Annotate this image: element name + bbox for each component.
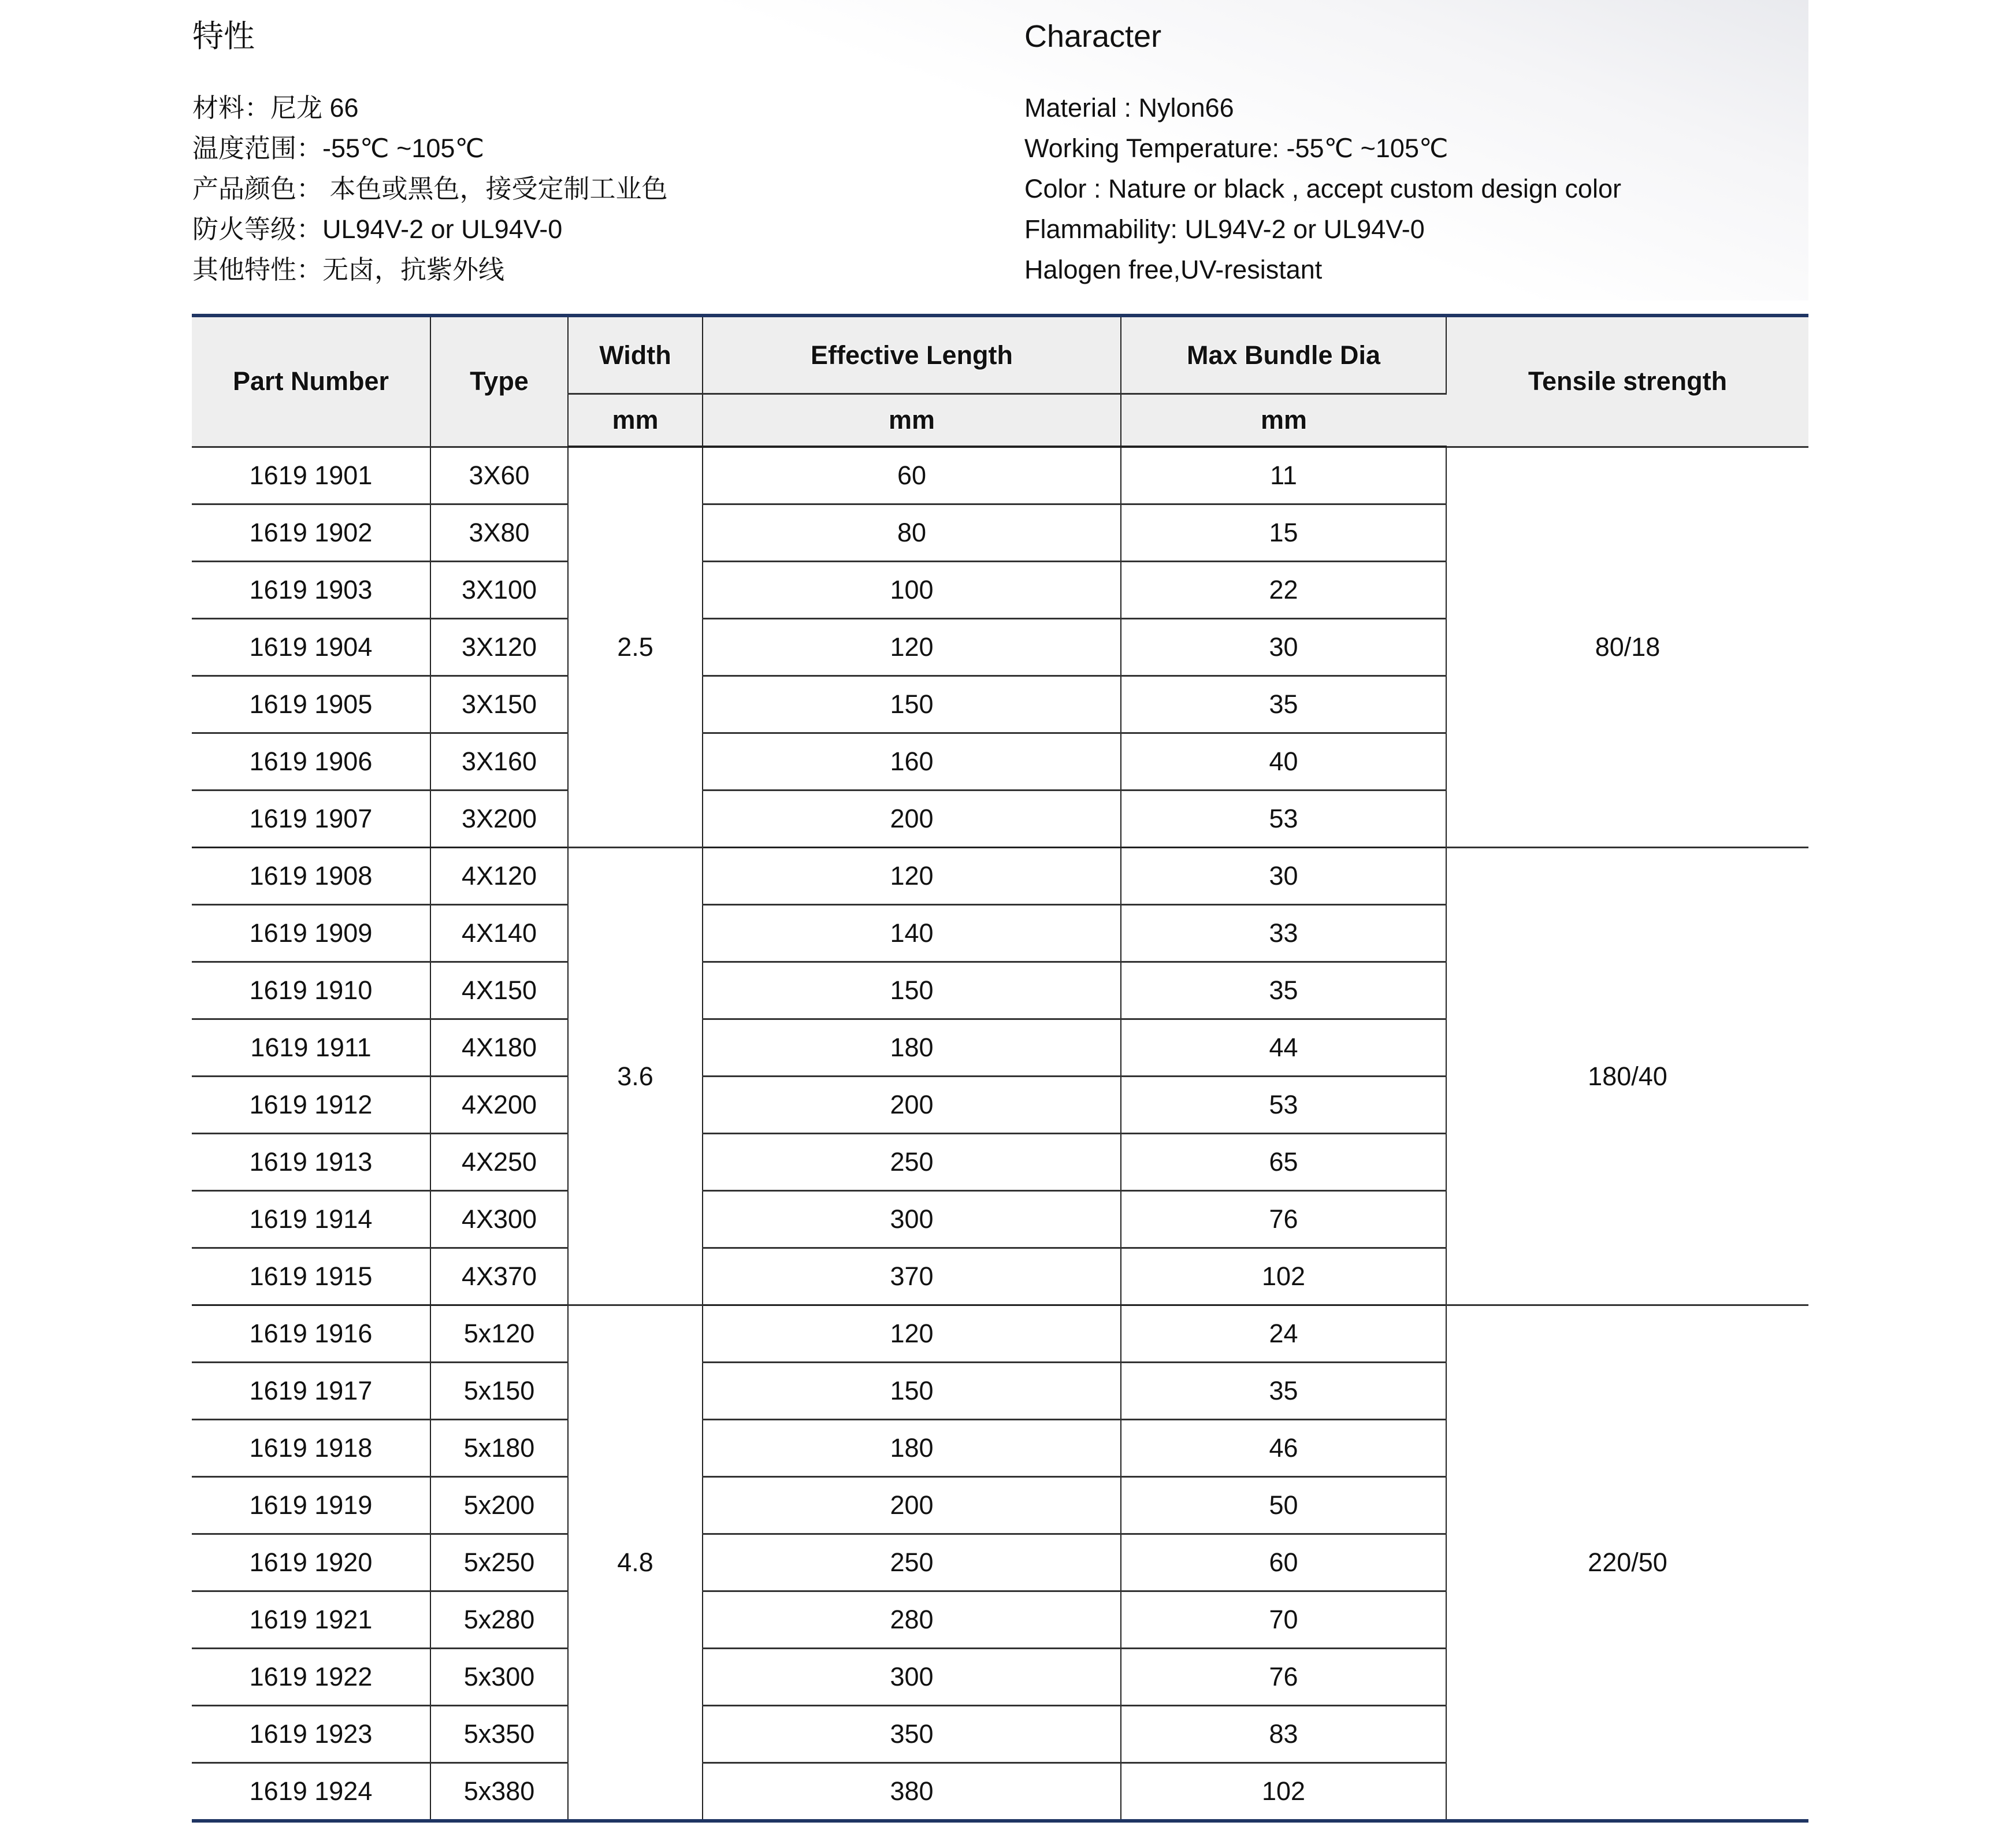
characteristic-other-cn: 其他特性：无卤，抗紫外线 [192, 255, 505, 284]
cell-max-bundle-dia: 76 [1121, 1649, 1446, 1706]
table-row [192, 1305, 1808, 1363]
characteristic-temperature-en: Working Temperature: -55℃ ~105℃ [1024, 133, 1448, 163]
cell-max-bundle-dia: 35 [1121, 676, 1446, 733]
cell-type: 5x200 [430, 1477, 568, 1534]
cell-part-number: 1619 1902 [192, 504, 430, 562]
cell-max-bundle-dia: 102 [1121, 1248, 1446, 1305]
characteristics-title-en: Character [1024, 19, 1162, 54]
characteristics-chinese [192, 16, 944, 290]
cell-part-number: 1619 1914 [192, 1191, 430, 1248]
cell-type: 5x120 [430, 1305, 568, 1363]
cell-part-number: 1619 1911 [192, 1019, 430, 1077]
cell-part-number: 1619 1909 [192, 905, 430, 962]
cell-part-number: 1619 1924 [192, 1763, 430, 1821]
cell-effective-length: 250 [703, 1134, 1121, 1191]
characteristic-flammability-en: Flammability: UL94V-2 or UL94V-0 [1024, 214, 1425, 244]
cell-type: 5x150 [430, 1363, 568, 1420]
cell-effective-length: 300 [703, 1191, 1121, 1248]
cell-effective-length: 370 [703, 1248, 1121, 1305]
cell-effective-length: 120 [703, 1305, 1121, 1363]
cell-max-bundle-dia: 53 [1121, 1077, 1446, 1134]
cell-effective-length: 200 [703, 1077, 1121, 1134]
cell-type: 4X120 [430, 848, 568, 905]
cell-max-bundle-dia: 76 [1121, 1191, 1446, 1248]
cell-max-bundle-dia: 83 [1121, 1706, 1446, 1763]
cell-type: 4X250 [430, 1134, 568, 1191]
cell-part-number: 1619 1905 [192, 676, 430, 733]
characteristic-color-cn: 产品颜色： 本色或黑色，接受定制工业色 [192, 174, 668, 203]
table-row [192, 447, 1808, 504]
header-part-number: Part Number [192, 316, 430, 447]
cell-part-number: 1619 1907 [192, 791, 430, 848]
cell-part-number: 1619 1908 [192, 848, 430, 905]
header-width: Width [568, 316, 703, 394]
cell-type: 4X140 [430, 905, 568, 962]
cell-part-number: 1619 1922 [192, 1649, 430, 1706]
cell-part-number: 1619 1923 [192, 1706, 430, 1763]
header-width-unit: mm [568, 394, 703, 447]
cell-max-bundle-dia: 30 [1121, 619, 1446, 676]
characteristic-other-en: Halogen free,UV-resistant [1024, 255, 1323, 284]
cell-width: 4.8 [568, 1305, 703, 1821]
cell-part-number: 1619 1916 [192, 1305, 430, 1363]
header-tensile-strength: Tensile strength [1446, 316, 1808, 447]
cell-effective-length: 160 [703, 733, 1121, 791]
cell-type: 3X150 [430, 676, 568, 733]
cell-part-number: 1619 1921 [192, 1591, 430, 1649]
cell-effective-length: 150 [703, 1363, 1121, 1420]
cell-effective-length: 80 [703, 504, 1121, 562]
cell-type: 3X60 [430, 447, 568, 504]
cell-max-bundle-dia: 33 [1121, 905, 1446, 962]
cell-part-number: 1619 1912 [192, 1077, 430, 1134]
cell-effective-length: 120 [703, 848, 1121, 905]
characteristic-material-en: Material : Nylon66 [1024, 93, 1234, 123]
cell-tensile-strength: 180/40 [1446, 848, 1808, 1305]
cell-max-bundle-dia: 53 [1121, 791, 1446, 848]
cell-type: 4X180 [430, 1019, 568, 1077]
characteristics-english [1024, 16, 1804, 290]
cell-effective-length: 150 [703, 676, 1121, 733]
cell-effective-length: 300 [703, 1649, 1121, 1706]
characteristics-title-cn: 特性 [192, 19, 255, 54]
cell-type: 5x350 [430, 1706, 568, 1763]
cell-type: 3X200 [430, 791, 568, 848]
cell-max-bundle-dia: 44 [1121, 1019, 1446, 1077]
cell-width: 3.6 [568, 848, 703, 1305]
cell-max-bundle-dia: 30 [1121, 848, 1446, 905]
cell-part-number: 1619 1901 [192, 447, 430, 504]
characteristic-temperature-cn: 温度范围：-55℃ ~105℃ [192, 133, 484, 163]
cell-tensile-strength: 80/18 [1446, 447, 1808, 848]
cell-effective-length: 140 [703, 905, 1121, 962]
cell-effective-length: 350 [703, 1706, 1121, 1763]
cell-part-number: 1619 1919 [192, 1477, 430, 1534]
cell-part-number: 1619 1903 [192, 562, 430, 619]
cell-max-bundle-dia: 70 [1121, 1591, 1446, 1649]
cell-tensile-strength: 220/50 [1446, 1305, 1808, 1821]
header-effective-length-unit: mm [703, 394, 1121, 447]
cell-effective-length: 250 [703, 1534, 1121, 1591]
cell-part-number: 1619 1910 [192, 962, 430, 1019]
cell-type: 3X100 [430, 562, 568, 619]
characteristic-color-en: Color : Nature or black , accept custom design color [1024, 174, 1621, 203]
cell-type: 4X150 [430, 962, 568, 1019]
cell-type: 5x300 [430, 1649, 568, 1706]
table-row [192, 848, 1808, 905]
cell-effective-length: 180 [703, 1420, 1121, 1477]
cell-max-bundle-dia: 46 [1121, 1420, 1446, 1477]
table-header-row [192, 316, 1808, 394]
cell-type: 5x180 [430, 1420, 568, 1477]
cell-max-bundle-dia: 35 [1121, 1363, 1446, 1420]
cell-type: 5x380 [430, 1763, 568, 1821]
cell-max-bundle-dia: 22 [1121, 562, 1446, 619]
cell-part-number: 1619 1913 [192, 1134, 430, 1191]
cell-max-bundle-dia: 60 [1121, 1534, 1446, 1591]
cell-type: 4X200 [430, 1077, 568, 1134]
header-type: Type [430, 316, 568, 447]
cell-max-bundle-dia: 11 [1121, 447, 1446, 504]
cell-effective-length: 100 [703, 562, 1121, 619]
characteristic-flammability-cn: 防火等级：UL94V-2 or UL94V-0 [192, 214, 563, 244]
cell-max-bundle-dia: 24 [1121, 1305, 1446, 1363]
cell-effective-length: 380 [703, 1763, 1121, 1821]
cell-width: 2.5 [568, 447, 703, 848]
header-max-bundle-dia-unit: mm [1121, 394, 1446, 447]
cell-max-bundle-dia: 40 [1121, 733, 1446, 791]
cell-part-number: 1619 1920 [192, 1534, 430, 1591]
cell-type: 4X370 [430, 1248, 568, 1305]
cell-effective-length: 200 [703, 1477, 1121, 1534]
cell-max-bundle-dia: 50 [1121, 1477, 1446, 1534]
cell-max-bundle-dia: 102 [1121, 1763, 1446, 1821]
cell-effective-length: 200 [703, 791, 1121, 848]
cell-effective-length: 180 [703, 1019, 1121, 1077]
table-body [192, 447, 1808, 1821]
cell-type: 5x280 [430, 1591, 568, 1649]
cell-part-number: 1619 1906 [192, 733, 430, 791]
cell-part-number: 1619 1915 [192, 1248, 430, 1305]
cell-effective-length: 120 [703, 619, 1121, 676]
characteristic-material-cn: 材料：尼龙 66 [192, 93, 359, 123]
cell-part-number: 1619 1904 [192, 619, 430, 676]
cell-effective-length: 280 [703, 1591, 1121, 1649]
cell-effective-length: 60 [703, 447, 1121, 504]
cell-max-bundle-dia: 65 [1121, 1134, 1446, 1191]
cell-part-number: 1619 1917 [192, 1363, 430, 1420]
cell-type: 3X80 [430, 504, 568, 562]
cell-max-bundle-dia: 15 [1121, 504, 1446, 562]
cell-effective-length: 150 [703, 962, 1121, 1019]
cell-type: 3X120 [430, 619, 568, 676]
cell-part-number: 1619 1918 [192, 1420, 430, 1477]
cable-tie-spec-table [192, 314, 1808, 1823]
cell-type: 3X160 [430, 733, 568, 791]
cell-type: 5x250 [430, 1534, 568, 1591]
cell-type: 4X300 [430, 1191, 568, 1248]
header-max-bundle-dia: Max Bundle Dia [1121, 316, 1446, 394]
cell-max-bundle-dia: 35 [1121, 962, 1446, 1019]
header-effective-length: Effective Length [703, 316, 1121, 394]
